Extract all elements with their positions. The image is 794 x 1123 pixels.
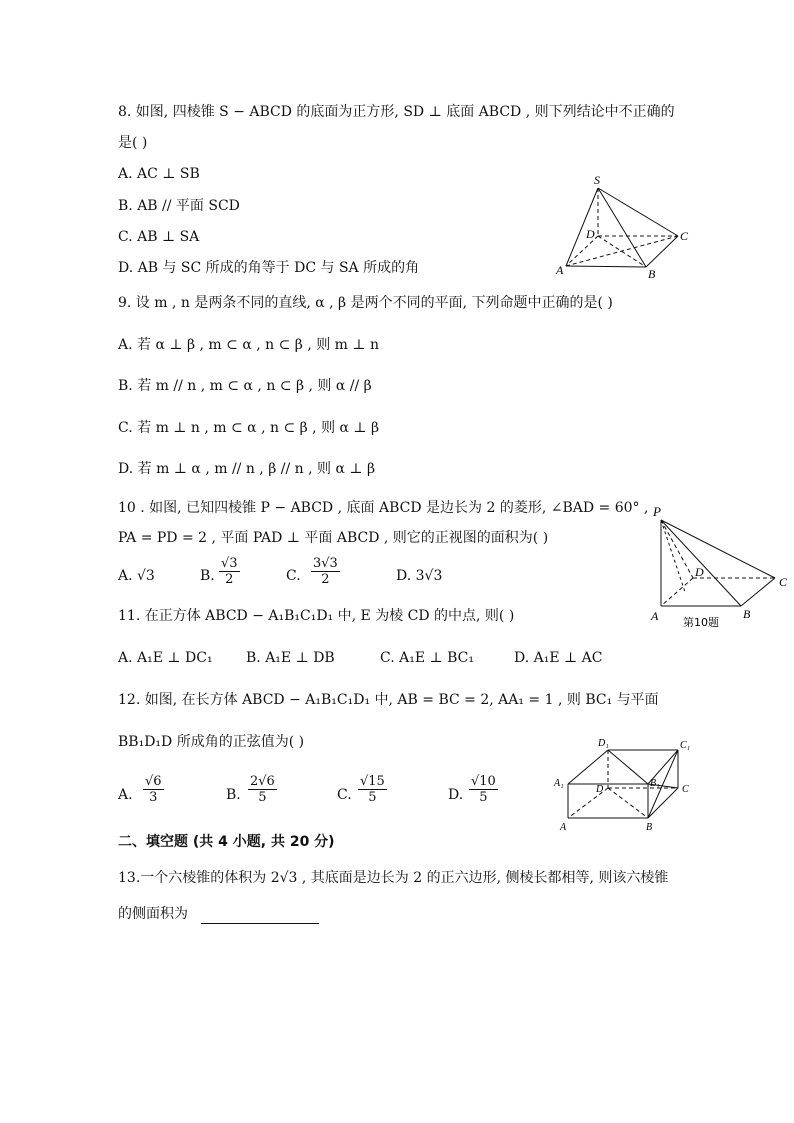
q12-option-d-den: 5 [479, 790, 488, 805]
q8-pyramid-figure [550, 170, 700, 280]
q12-option-a-fraction [143, 774, 164, 805]
q12-option-a-num: √6 [145, 774, 162, 789]
q11-option-a: A. A₁E ⊥ DC₁ [118, 650, 213, 666]
q12-option-b-fraction [248, 774, 277, 805]
q13-answer-blank[interactable] [201, 909, 319, 924]
q12-option-c-label: C. [337, 787, 352, 803]
q8-option-d: D. AB 与 SC 所成的角等于 DC 与 SA 所成的角 [118, 260, 420, 276]
q8-option-c: C. AB ⊥ SA [118, 229, 200, 245]
q10-pyramid-figure [645, 500, 793, 632]
q12-option-b-den: 5 [258, 790, 267, 805]
q12-option-d-fraction [469, 774, 498, 805]
q13-stem-line2-text: 的侧面积为 [118, 906, 188, 922]
q11-option-d: D. A₁E ⊥ AC [514, 650, 603, 666]
q9-option-d: D. 若 m ⊥ α , m // n , β // n , 则 α ⊥ β [118, 461, 376, 477]
q9-option-a: A. 若 α ⊥ β , m ⊂ α , n ⊂ β , 则 m ⊥ n [118, 337, 380, 353]
q12-label-b1: B₁ [650, 778, 660, 789]
q12-option-b-num: 2√6 [250, 774, 275, 789]
q10-label-p: P [653, 504, 661, 519]
q8-label-s: S [594, 173, 600, 187]
q12-label-a: A [560, 822, 567, 832]
q9-stem: 9. 设 m , n 是两条不同的直线, α , β 是两个不同的平面, 下列命题中正确的是( ) [118, 295, 613, 311]
q8-label-a: A [556, 263, 564, 277]
q12-option-c-num: √15 [360, 774, 385, 789]
q10-label-c: C [779, 575, 788, 589]
q10-figure-caption: 第10题 [683, 616, 719, 629]
q12-option-d-label: D. [448, 787, 464, 803]
q8-stem-line1: 8. 如图, 四棱锥 S − ABCD 的底面为正方形, SD ⊥ 底面 ABCD , 则下列结论中不正确的 [118, 104, 675, 120]
q10-label-d: D [695, 565, 704, 579]
q10-option-b-label: B. [200, 568, 215, 584]
q8-option-a: A. AC ⊥ SB [118, 166, 200, 182]
q9-option-c: C. 若 m ⊥ n , m ⊂ α , n ⊂ β , 则 α ⊥ β [118, 420, 380, 436]
q10-stem-line2: PA = PD = 2 , 平面 PAD ⊥ 平面 ABCD , 则它的正视图的面积为( ) [118, 530, 549, 546]
q10-stem-line1: 10 . 如图, 已知四棱锥 P − ABCD , 底面 ABCD 是边长为 2 的菱形, ∠BAD = 60° , [118, 500, 649, 516]
q13-stem-line1: 13.一个六棱锥的体积为 2√3 , 其底面是边长为 2 的正六边形, 侧棱长都相等, 则该六棱锥 [118, 870, 669, 886]
q12-stem-line2: BB₁D₁D 所成角的正弦值为( ) [118, 734, 305, 750]
q12-cuboid-figure [552, 736, 698, 832]
q11-stem: 11. 在正方体 ABCD − A₁B₁C₁D₁ 中, E 为棱 CD 的中点, 则( ) [118, 608, 515, 624]
q10-option-a: A. √3 [118, 568, 155, 584]
q10-option-c-den: 2 [321, 572, 330, 587]
q10-label-b: B [743, 607, 751, 621]
q12-option-c-fraction [358, 774, 387, 805]
q10-option-b-num: √3 [221, 556, 238, 571]
q12-option-d-num: √10 [471, 774, 496, 789]
q12-label-d: D [596, 784, 604, 795]
q10-option-d: D. 3√3 [396, 568, 443, 584]
q12-label-b: B [646, 822, 653, 832]
q8-label-d: D [586, 227, 595, 241]
q9-option-b: B. 若 m // n , m ⊂ α , n ⊂ β , 则 α // β [118, 378, 372, 394]
q12-label-c1: C₁ [680, 740, 691, 751]
q12-stem-line1: 12. 如图, 在长方体 ABCD − A₁B₁C₁D₁ 中, AB = BC = 2, AA₁ = 1 , 则 BC₁ 与平面 [118, 692, 659, 708]
q12-option-a-label: A. [118, 787, 133, 803]
q11-option-c: C. A₁E ⊥ BC₁ [380, 650, 474, 666]
q8-label-b: B [648, 267, 656, 280]
q12-label-a1: A₁ [554, 778, 564, 789]
q10-option-c-label: C. [286, 568, 301, 584]
q8-label-c: C [680, 229, 689, 243]
q12-option-c-den: 5 [368, 790, 377, 805]
q10-option-b-den: 2 [225, 572, 234, 587]
q12-label-c: C [682, 784, 689, 795]
q11-option-b: B. A₁E ⊥ DB [246, 650, 335, 666]
q13-stem-line2 [118, 904, 319, 924]
q10-option-c-fraction [311, 556, 340, 587]
q10-option-c-num: 3√3 [313, 556, 338, 571]
q10-option-b-fraction [219, 556, 240, 587]
q8-stem-line2: 是( ) [118, 135, 148, 151]
q8-option-b: B. AB // 平面 SCD [118, 198, 240, 214]
q12-option-a-den: 3 [149, 790, 158, 805]
section-heading-fill-in: 二、填空题 (共 4 小题, 共 20 分) [118, 834, 335, 850]
q12-option-b-label: B. [226, 787, 241, 803]
q12-label-d1: D₁ [598, 738, 609, 749]
q10-label-a: A [651, 609, 659, 623]
